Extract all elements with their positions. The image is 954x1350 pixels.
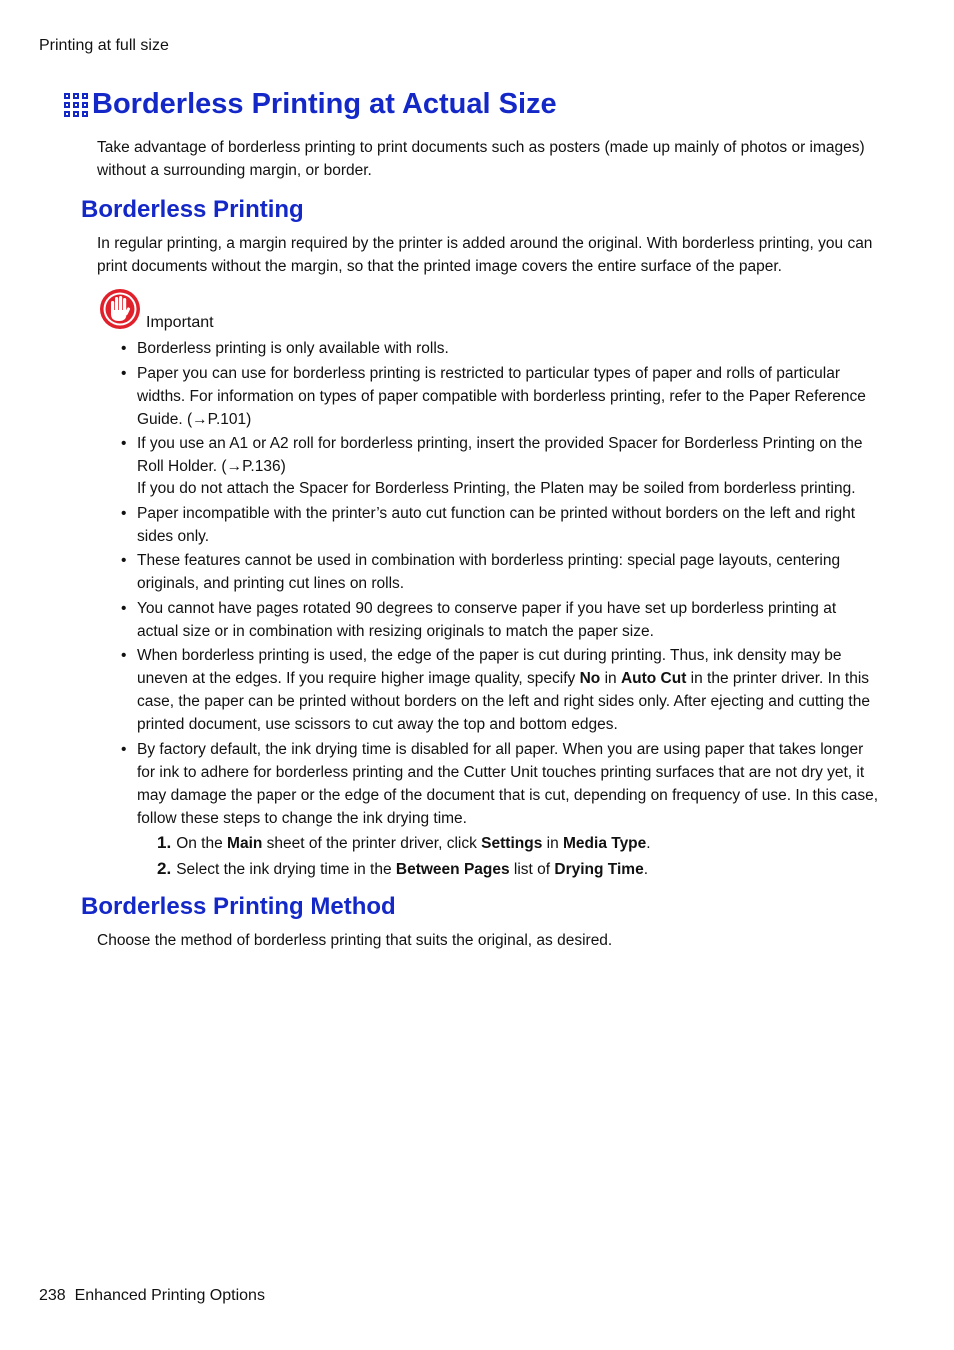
ui-term-media-type: Media Type: [563, 834, 647, 852]
list-item: [119, 644, 879, 736]
list-item-note: If you do not attach the Spacer for Borderless Printing, the Platen may be soiled from borderless printing.: [137, 480, 856, 497]
list-item: [119, 597, 879, 643]
running-head: Printing at full size: [39, 37, 169, 54]
section-heading-borderless-printing-method: Borderless Printing Method: [81, 893, 396, 920]
step-number: 1.: [157, 832, 172, 852]
list-item-text: By factory default, the ink drying time is disabled for all paper. When you are using paper that takes longer for ink to adhere for borderless printing and the Cutter Unit touches printing surfaces that are not dry yet, it may damage the paper or the edge of the document that is cut, depending on frequency of use. In this case, follow these steps to change the ink drying time.: [137, 740, 879, 827]
step-number: 2.: [157, 858, 172, 878]
list-item: [119, 738, 879, 882]
page-title: Borderless Printing at Actual Size: [92, 88, 557, 120]
list-item: [119, 502, 879, 548]
important-list: [119, 337, 879, 883]
step-text: .: [643, 860, 649, 878]
step-item: [157, 856, 879, 882]
step-item: [157, 830, 879, 856]
list-item: [119, 549, 879, 595]
intro-paragraph: Take advantage of borderless printing to print documents such as posters (made up mainly of photos or images) without a surrounding margin, or border.: [97, 139, 865, 179]
hand-stop-icon: [99, 288, 141, 330]
list-item-text: You cannot have pages rotated 90 degrees to conserve paper if you have set up borderless printing at actual size or in combination with resizing originals to match the paper size.: [137, 599, 837, 640]
list-item-text: in the printer driver. In this case, the paper can be printed without borders on the left and right sides only. After ejecting and cutting the printed document, use scissors to cut away the top and bottom edges.: [137, 670, 870, 733]
step-text: .: [646, 834, 651, 852]
important-label: Important: [146, 314, 214, 331]
setting-auto-cut: Auto Cut: [620, 670, 687, 687]
list-item: [119, 337, 879, 360]
page-title-row: [64, 88, 557, 121]
setting-no: No: [579, 670, 601, 687]
section-heading-borderless-printing: Borderless Printing: [81, 196, 304, 223]
grid-icon: [64, 93, 88, 117]
section-body-borderless-printing-method: Choose the method of borderless printing that suits the original, as desired.: [97, 932, 613, 949]
ui-term-settings: Settings: [481, 834, 543, 852]
step-text: Select the ink drying time in the: [176, 860, 396, 878]
step-text: On the: [176, 834, 228, 852]
list-item: [119, 362, 879, 431]
ui-term-drying-time: Drying Time: [554, 860, 644, 878]
step-text: sheet of the printer driver, click: [262, 834, 482, 852]
list-item-text: Paper incompatible with the printer’s auto cut function can be printed without borders on the left and right sides only.: [137, 504, 856, 545]
page-number: 238: [39, 1287, 66, 1304]
step-text: list of: [509, 860, 555, 878]
list-item-text: These features cannot be used in combination with borderless printing: special page layouts, centering originals, and printing cut lines on rolls.: [137, 552, 841, 592]
list-item-text: If you use an A1 or A2 roll for borderless printing, insert the provided Spacer for Borderless Printing on the Roll Holder. (→P.136): [137, 435, 863, 475]
list-item-text: Borderless printing is only available with rolls.: [137, 340, 449, 357]
step-text: in: [542, 834, 564, 852]
list-item-text: Paper you can use for borderless printing is restricted to particular types of paper and rolls of particular widths. For information on types of paper compatible with borderless printing, refer to the Paper Reference Guide. (→P.101): [137, 364, 866, 428]
ui-term-main: Main: [227, 834, 263, 852]
list-item: [119, 432, 879, 500]
ui-term-between-pages: Between Pages: [395, 860, 510, 878]
list-item-text: in: [600, 670, 621, 687]
page-footer: [39, 1287, 265, 1305]
steps-list: [137, 830, 879, 882]
list-item-text: When borderless printing is used, the edge of the paper is cut during printing. Thus, ink density may be uneven at the edges. If you require higher image quality, specify: [137, 647, 842, 687]
footer-section-title: Enhanced Printing Options: [74, 1287, 265, 1304]
section-body-borderless-printing: In regular printing, a margin required by the printer is added around the original. With borderless printing, you can print documents without the margin, so that the printed image covers the entire surface of the paper.: [97, 235, 873, 275]
